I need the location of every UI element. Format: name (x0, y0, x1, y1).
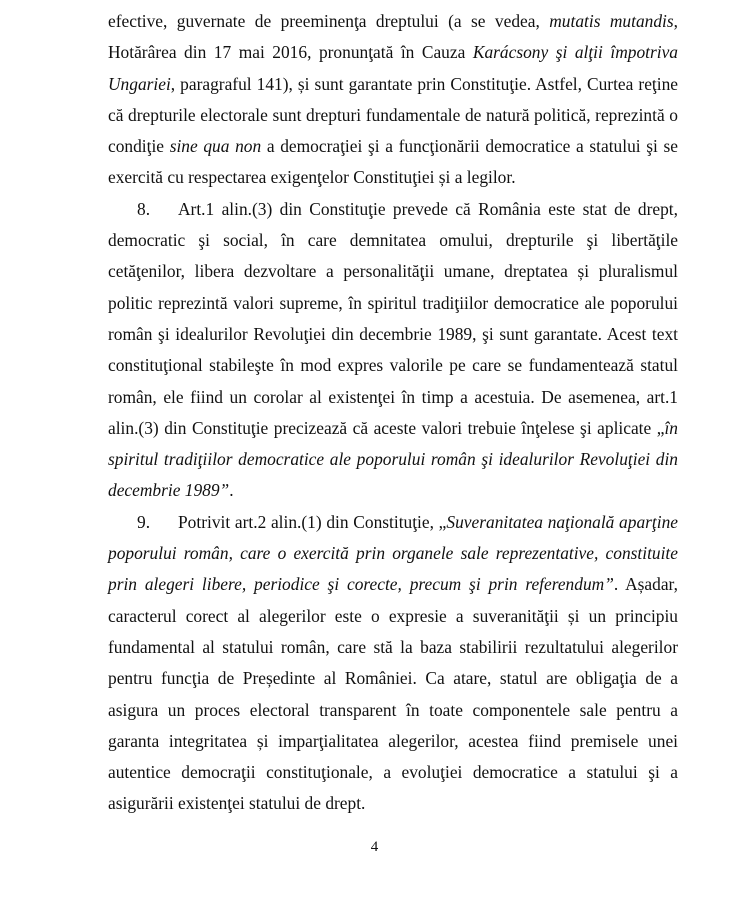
text-run: , Hotărârea din 17 mai 2016, pronunţată în Cauza (108, 11, 679, 63)
paragraph-8 (108, 194, 678, 507)
italic-run: mutatis mutandis (549, 11, 674, 31)
paragraph-number-indent (108, 194, 137, 225)
text-run: Potrivit art.2 alin.(1) din Constituţie, (178, 511, 439, 532)
text-run: efective, guvernate de preeminenţa dreptului (a se vedea, (108, 11, 550, 31)
paragraph-9 (108, 507, 678, 820)
italic-run: Karácsony şi alţii împotriva Ungariei (108, 42, 678, 94)
italic-run: Suveranitatea naţională aparţine poporului român, care o exercită prin organele sale reprezentative, constituite prin alegeri libere, periodice şi corecte, precum şi prin referendum” (108, 511, 678, 595)
italic-run: în spiritul tradiţiilor democratice ale poporului român şi idealurilor Revoluţiei din decembrie 1989” (108, 417, 678, 501)
paragraph-number: 9. (137, 511, 151, 532)
paragraph-number-indent (108, 507, 137, 538)
text-run: . Așadar, caracterul corect al alegerilor este o expresie a suveranităţii și un principiu fundamental al statului român, care stă la baza stabilirii rezultatului alegerilor pentru funcţia de Președinte al României. Ca atare, statul are obligaţia de a asigura un proces electoral transparent în toate componentele sale pentru a garanta integritatea și imparţialitatea alegerilor, acestea fiind premisele unei autentice democraţii constituţionale, a evoluţiei democratice a statului şi a asigurării existenţei statului de drept. (108, 574, 679, 814)
paragraph-number: 8. (137, 198, 151, 219)
text-run: a democraţiei şi a funcţionării democratice a statului şi se exercită cu respectarea exigenţelor Constituţiei și a legilor. (108, 136, 678, 188)
opening-quote-mark: „ (438, 511, 447, 532)
text-run: , paragraful 141), și sunt garantate prin Constituţie. Astfel, Curtea reţine că drepturile electorale sunt drepturi fundamentale de natură politică, reprezintă o condiţie (108, 73, 678, 157)
italic-run: sine qua non (169, 136, 262, 157)
page-number: 4 (370, 839, 379, 855)
text-run: Art.1 alin.(3) din Constituţie prevede că România este stat de drept, democratic şi social, în care demnitatea omului, drepturile şi libertăţile cetăţenilor, libera dezvoltare a personalităţii umane, dreptatea și pluralismul politic reprezintă valori supreme, în spiritul tradiţiilor democratice ale poporului român şi idealurilor Revoluţiei din decembrie 1989, şi sunt garantate. Acest text constituţional stabileşte în mod expres valorile pe care se fundamentează statul român, ele fiind un corolar al existenţei în timp a acestuia. De asemenea, art.1 alin.(3) din Constituţie precizează că aceste valori trebuie înţelese şi aplicate (108, 198, 678, 438)
opening-quote-mark: „ (656, 417, 665, 438)
paragraph-continued (108, 6, 678, 194)
text-run: . (229, 480, 234, 501)
page-body-text (108, 6, 678, 820)
